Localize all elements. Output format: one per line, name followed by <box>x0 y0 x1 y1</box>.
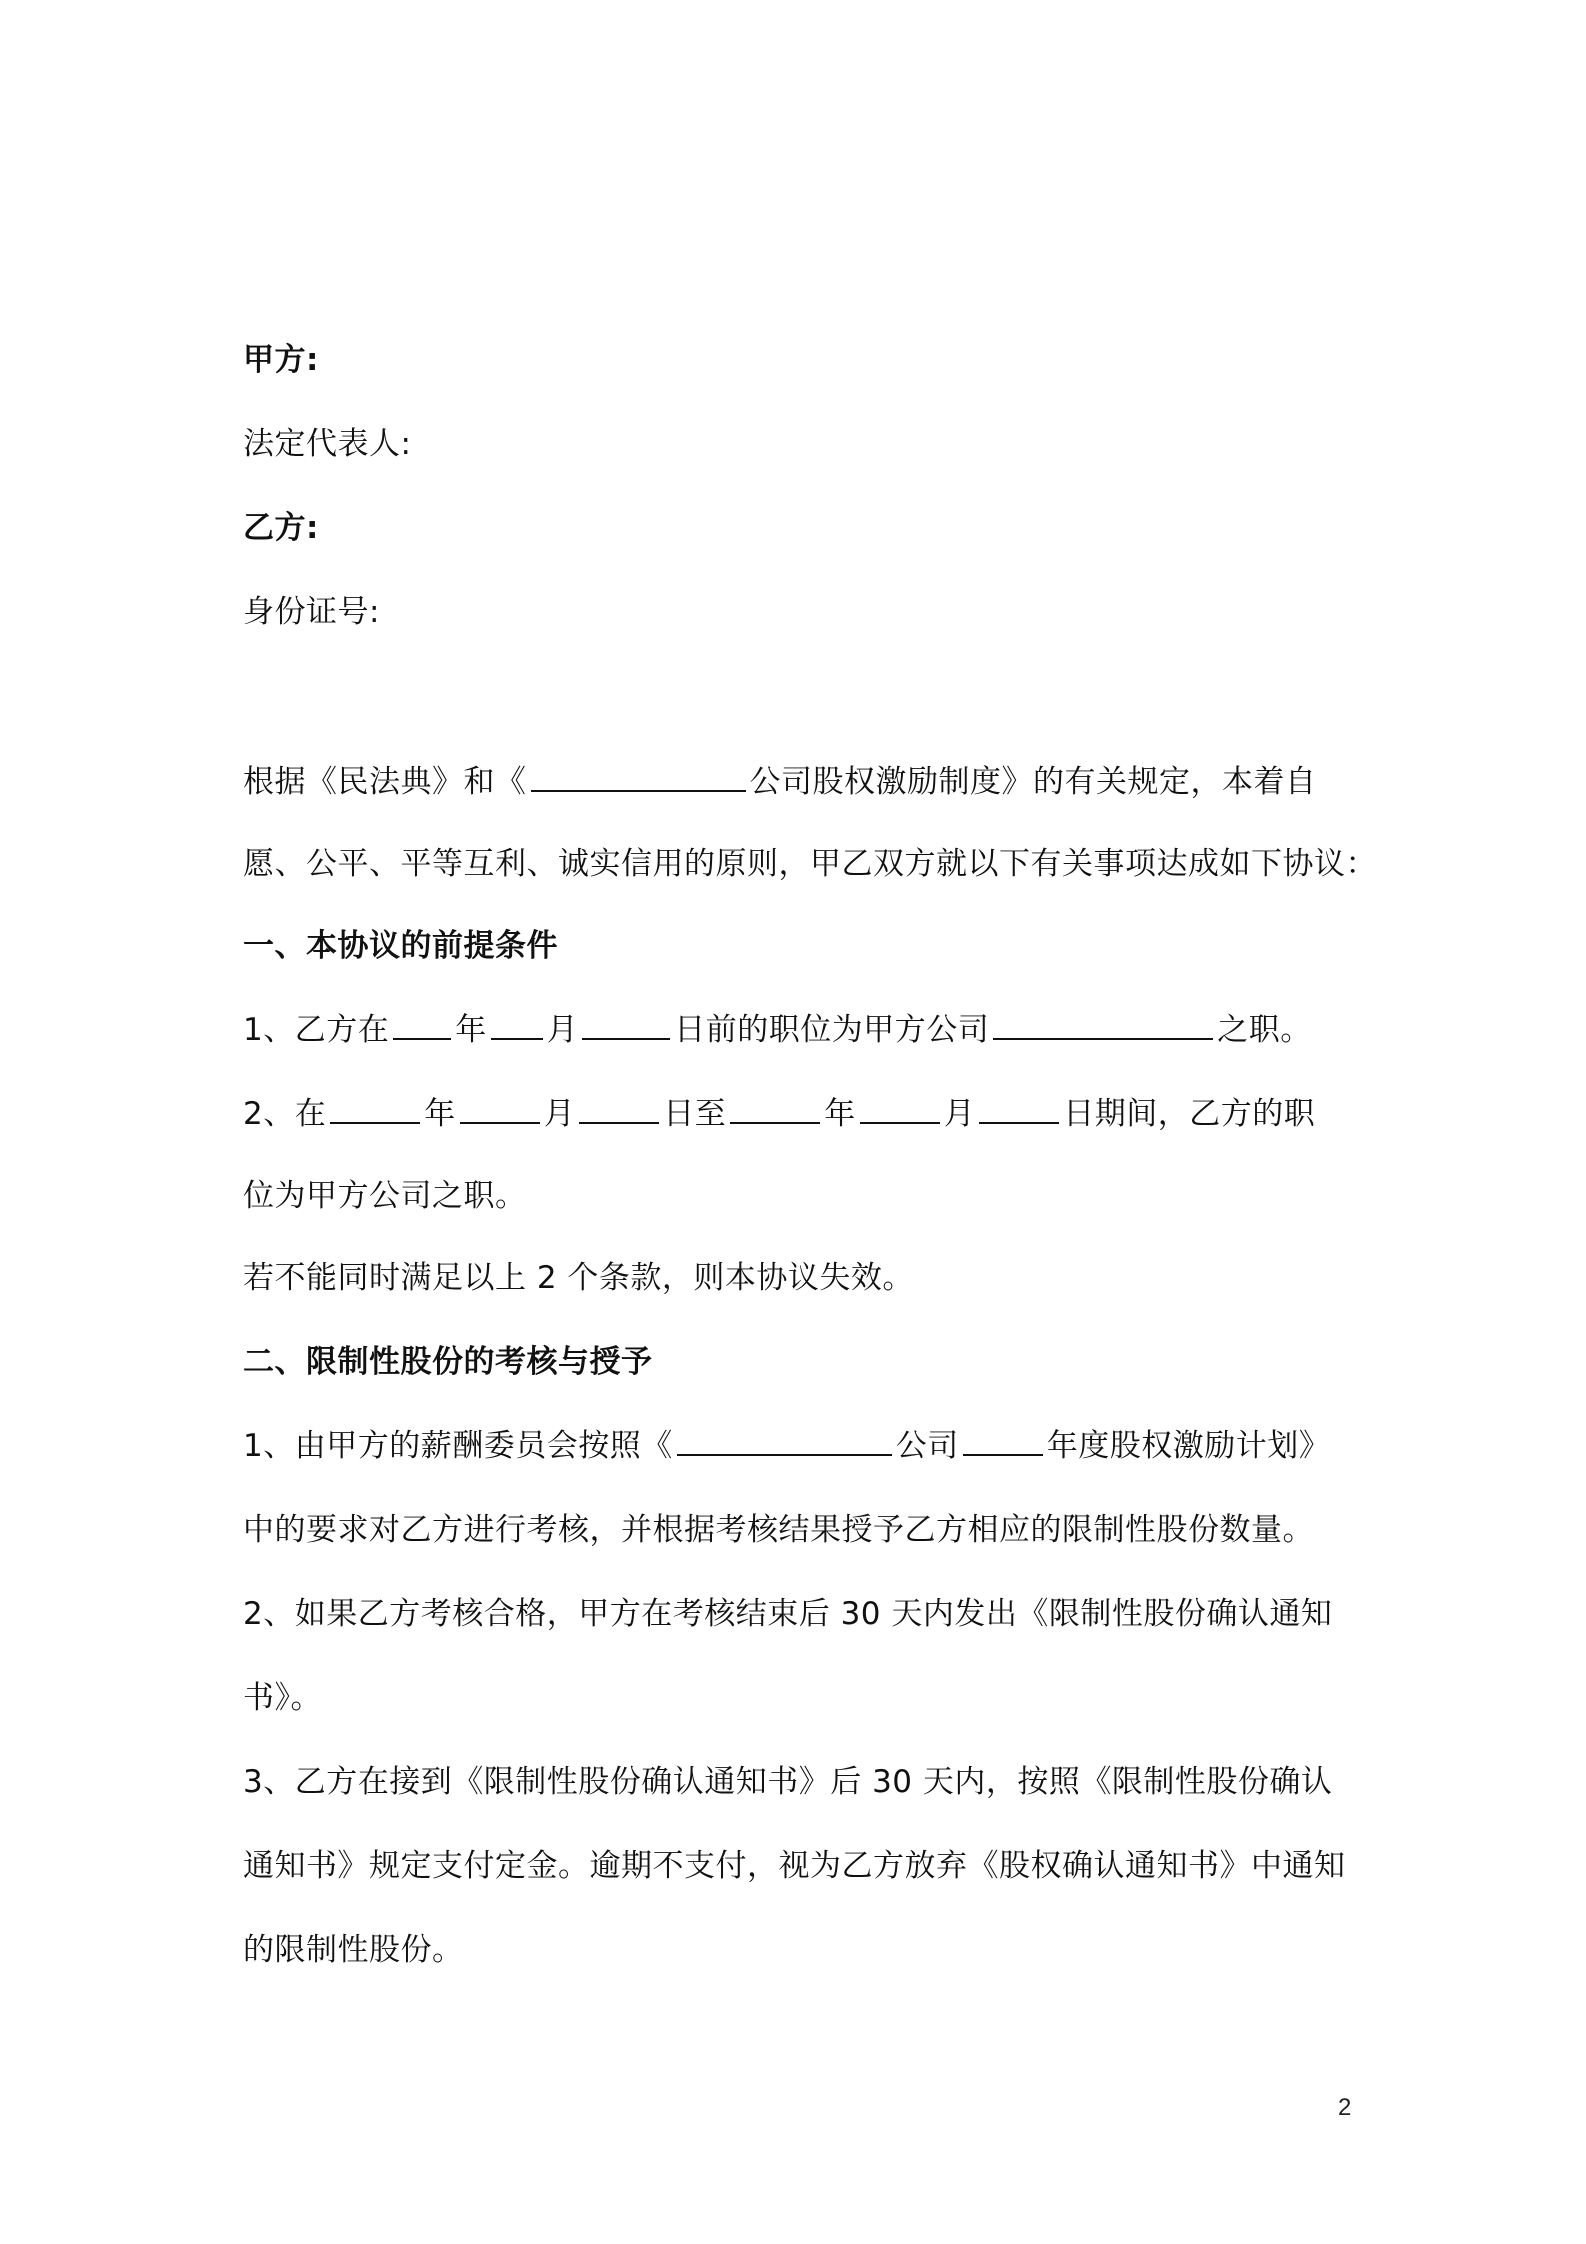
party-a-label: 甲方: <box>243 342 319 378</box>
section-2-item-3-line-2: 通知书》规定支付定金。逾期不支付，视为乙方放弃《股权确认通知书》中通知 <box>243 1848 1346 1884</box>
s2-item-1-prefix: 1、由甲方的薪酬委员会按照《 <box>243 1428 673 1464</box>
s2-company-label: 公司 <box>895 1428 959 1464</box>
intro-line-1 <box>243 760 1317 804</box>
position-blank <box>993 1008 1213 1040</box>
intro-text-end: 公司股权激励制度》的有关规定，本着自 <box>749 764 1317 800</box>
item-2-prefix: 2、在 <box>243 1096 327 1132</box>
section-1-item-2-line-2: 位为甲方公司之职。 <box>243 1178 527 1214</box>
year-label: 年 <box>455 1012 487 1048</box>
section-2-item-2-line-1: 2、如果乙方考核合格，甲方在考核结束后 30 天内发出《限制性股份确认通知 <box>243 1596 1333 1632</box>
section-2-item-1 <box>243 1424 1330 1468</box>
end-day-blank <box>979 1092 1059 1124</box>
section-2-item-2-line-2: 书》。 <box>243 1680 322 1716</box>
start-month-label: 月 <box>543 1096 576 1132</box>
item-2-end: 日期间，乙方的职 <box>1063 1096 1316 1132</box>
id-number-label: 身份证号: <box>243 594 380 630</box>
year-blank <box>393 1008 451 1040</box>
end-year-blank <box>730 1092 820 1124</box>
section-1-item-2 <box>243 1092 1315 1136</box>
section-2-item-3-line-3: 的限制性股份。 <box>243 1932 464 1968</box>
start-year-label: 年 <box>424 1096 456 1132</box>
legal-representative-label: 法定代表人: <box>243 426 412 462</box>
end-month-label: 月 <box>943 1096 976 1132</box>
month-blank <box>491 1008 543 1040</box>
item-1-end: 之职。 <box>1217 1012 1312 1048</box>
s2-company-blank <box>677 1424 892 1456</box>
item-1-middle: 日前的职位为甲方公司 <box>674 1012 990 1048</box>
item-1-prefix: 1、乙方在 <box>243 1012 390 1048</box>
section-1-note: 若不能同时满足以上 2 个条款，则本协议失效。 <box>243 1260 914 1296</box>
end-month-blank <box>860 1092 940 1124</box>
intro-text-start: 根据《民法典》和《 <box>243 764 527 800</box>
section-2-title: 二、限制性股份的考核与授予 <box>243 1344 653 1380</box>
s2-year-blank <box>963 1424 1043 1456</box>
section-2-item-1-line-2: 中的要求对乙方进行考核，并根据考核结果授予乙方相应的限制性股份数量。 <box>243 1512 1314 1548</box>
section-2-item-3-line-1: 3、乙方在接到《限制性股份确认通知书》后 30 天内，按照《限制性股份确认 <box>243 1764 1333 1800</box>
intro-line-2: 愿、公平、平等互利、诚实信用的原则，甲乙双方就以下有关事项达成如下协议： <box>243 846 1377 882</box>
start-month-blank <box>460 1092 540 1124</box>
s2-plan-label: 年度股权激励计划》 <box>1046 1428 1331 1464</box>
day-to-label: 日至 <box>663 1096 727 1132</box>
section-1-title: 一、本协议的前提条件 <box>243 928 558 964</box>
party-b-label: 乙方: <box>243 510 319 546</box>
start-day-blank <box>579 1092 659 1124</box>
end-year-label: 年 <box>824 1096 856 1132</box>
company-name-blank <box>531 760 746 792</box>
page-number: 2 <box>1338 2094 1352 2121</box>
month-label: 月 <box>546 1012 579 1048</box>
start-year-blank <box>330 1092 420 1124</box>
day-blank <box>582 1008 670 1040</box>
section-1-item-1 <box>243 1008 1312 1052</box>
